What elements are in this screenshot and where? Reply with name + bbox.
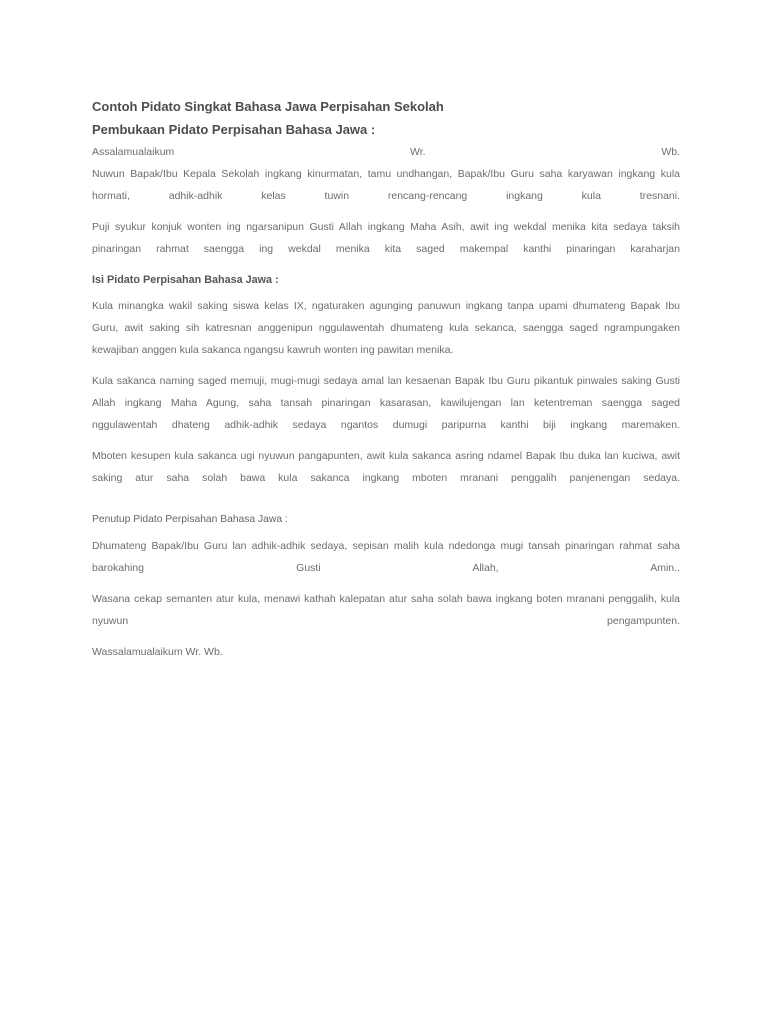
text-line: Dhumateng Bapak/Ibu Guru lan adhik-adhik sedaya, sepisan malih kula ndedonga mugi tansah pinaringan rahmat saha <box>92 540 680 552</box>
text-line: nyuwun pengampunten. <box>92 615 680 627</box>
title-block <box>92 95 680 141</box>
text-line: Isi Pidato Perpisahan Bahasa Jawa : <box>92 274 279 286</box>
paragraph-block <box>92 588 680 632</box>
text-line: Guru, awit saking sih katresnan anggenipun nggulawentah dhumateng kula sekanca, saengga saged ngrampungaken <box>92 322 680 334</box>
paragraph-block <box>92 295 680 361</box>
text-line: kewajiban anggen kula sakanca ngangsu kawruh wonten ing pawitan menika. <box>92 344 454 356</box>
salutation-block <box>92 141 680 163</box>
text-line: pinaringan rahmat saengga ing wekdal menika kita saged makempal kanthi pinaringan karaharjan <box>92 243 680 255</box>
text-line: Allah ingkang Maha Agung, saha tansah pinaringan kasarasan, kawilujengan lan ketentreman saengga saged <box>92 397 680 409</box>
paragraph-block <box>92 216 680 260</box>
text-line: Pembukaan Pidato Perpisahan Bahasa Jawa : <box>92 122 376 137</box>
signoff-block <box>92 641 680 663</box>
text-line: hormati, adhik-adhik kelas tuwin rencang-rencang ingkang kula tresnani. <box>92 190 680 202</box>
text-line: nggulawentah dhateng adhik-adhik sedaya ngantos dumugi paripurna kanthi biji ingkang maremaken. <box>92 419 680 431</box>
text-line: Assalamualaikum Wr. Wb. <box>92 146 680 158</box>
text-line: Contoh Pidato Singkat Bahasa Jawa Perpisahan Sekolah <box>92 99 444 114</box>
text-line: Mboten kesupen kula sakanca ugi nyuwun pangapunten, awit kula sakanca asring ndamel Bapak Ibu duka lan kuciwa, awit <box>92 450 680 462</box>
text-line: Puji syukur konjuk wonten ing ngarsanipun Gusti Allah ingkang Maha Asih, awit ing wekdal menika kita sedaya taksih <box>92 221 680 233</box>
document-content <box>92 95 680 672</box>
text-line: Kula minangka wakil saking siswa kelas IX, ngaturaken agunging panuwun ingkang tanpa upami dhumateng Bapak Ibu <box>92 300 680 312</box>
text-line: barokahing Gusti Allah, Amin.. <box>92 562 680 574</box>
text-line: Kula sakanca naming saged memuji, mugi-mugi sedaya amal lan kesaenan Bapak Ibu Guru pikantuk pinwales saking Gusti <box>92 375 680 387</box>
paragraph-block <box>92 163 680 207</box>
text-line: Wasana cekap semanten atur kula, menawi kathah kalepatan atur saha solah bawa ingkang boten mranani penggalih, kula <box>92 593 680 605</box>
paragraph-block <box>92 535 680 579</box>
text-line: Nuwun Bapak/Ibu Kepala Sekolah ingkang kinurmatan, tamu undhangan, Bapak/Ibu Guru saha karyawan ingkang kula <box>92 168 680 180</box>
text-line: Penutup Pidato Perpisahan Bahasa Jawa : <box>92 514 288 525</box>
heading-block <box>92 269 680 291</box>
subheading-block <box>92 509 680 531</box>
text-line: saking atur saha solah bawa kula sakanca ingkang mboten mranani penggalih panjenengan sedaya. <box>92 472 680 484</box>
text-line: Wassalamualaikum Wr. Wb. <box>92 646 223 658</box>
paragraph-block <box>92 445 680 489</box>
paragraph-block <box>92 370 680 436</box>
